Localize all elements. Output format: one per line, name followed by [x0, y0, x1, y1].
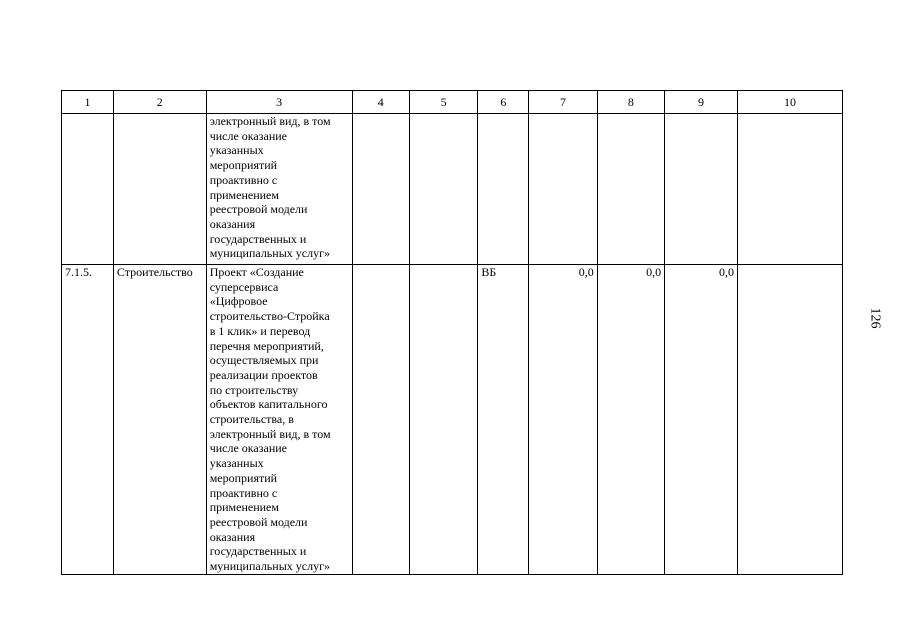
- header-col-6: 6: [478, 91, 529, 114]
- cell-empty: [597, 114, 664, 265]
- header-col-10: 10: [738, 91, 843, 114]
- header-col-5: 5: [409, 91, 477, 114]
- header-col-8: 8: [597, 91, 664, 114]
- cell-description: электронный вид, в том числе оказание указанных мероприятий проактивно с применением реестровой модели оказания государственных и муниципальных услуг»: [206, 114, 352, 265]
- cell-col-5: [409, 265, 477, 575]
- header-col-7: 7: [529, 91, 597, 114]
- cell-empty: [62, 114, 114, 265]
- cell-col-4: [352, 265, 409, 575]
- header-col-2: 2: [113, 91, 206, 114]
- cell-empty: [409, 114, 477, 265]
- cell-value-8: 0,0: [597, 265, 664, 575]
- cell-empty: [738, 114, 843, 265]
- cell-empty: [352, 114, 409, 265]
- cell-empty: [665, 114, 738, 265]
- header-col-4: 4: [352, 91, 409, 114]
- header-row: [62, 91, 843, 114]
- document-table: [61, 90, 843, 575]
- header-col-9: 9: [665, 91, 738, 114]
- page-number: 126: [867, 307, 883, 329]
- cell-empty: [478, 114, 529, 265]
- cell-empty: [113, 114, 206, 265]
- table-row-continuation: [62, 114, 843, 265]
- table-row-7-1-5: [62, 265, 843, 575]
- cell-category: Строительство: [113, 265, 206, 575]
- cell-number: 7.1.5.: [62, 265, 114, 575]
- cell-empty: [529, 114, 597, 265]
- cell-value-7: 0,0: [529, 265, 597, 575]
- cell-col-10: [738, 265, 843, 575]
- cell-description: Проект «Создание суперсервиса «Цифровое строительство-Стройка в 1 клик» и перевод перечня мероприятий, осуществляемых при реализации проектов по строительству объектов капитального строительства, в электронный вид, в том числе оказание указанных мероприятий проактивно с применением реестровой модели оказания государственных и муниципальных услуг»: [206, 265, 352, 575]
- cell-funding-source: ВБ: [478, 265, 529, 575]
- cell-value-9: 0,0: [665, 265, 738, 575]
- header-col-1: 1: [62, 91, 114, 114]
- header-col-3: 3: [206, 91, 352, 114]
